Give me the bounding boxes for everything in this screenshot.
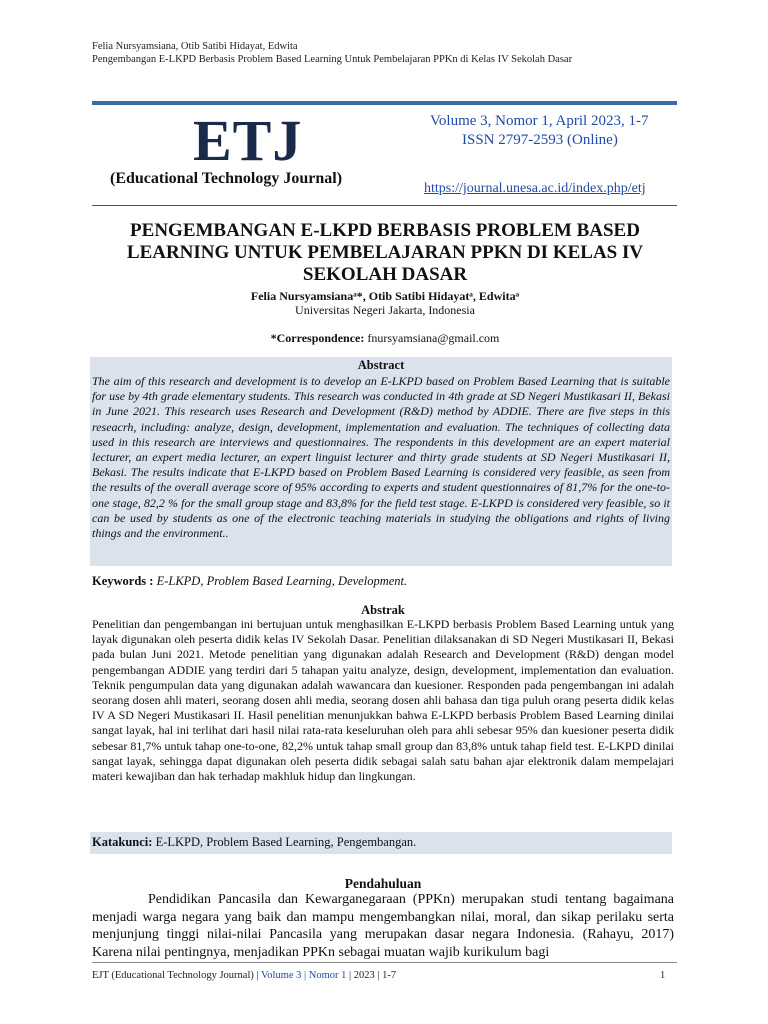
issn-info: ISSN 2797-2593 (Online) (462, 132, 618, 148)
keywords-en-values: E-LKPD, Problem Based Learning, Development. (156, 574, 408, 588)
masthead-top-rule (92, 101, 677, 105)
footer-sep-2: | (349, 970, 352, 981)
introduction-text: Pendidikan Pancasila dan Kewarganegaraan (PPKn) merupakan studi tentang bagaimana menjadi warga negara yang baik dan mampu mengembangkan nilai, moral, dan sikap perilaku serta menjunjung tinggi nilai-nilai Pancasila yang merupakan dasar negara Indonesia. (Rahayu, 2017) Karena nilai pentingnya, menjadikan PPKn sebagai muatan wajib kurikulum bagi (92, 892, 674, 960)
footer-sep-1: | (304, 970, 307, 981)
abstract-id-text: Penelitian dan pengembangan ini bertujuan untuk menghasilkan E-LKPD berbasis Problem Based Learning untuk yang layak digunakan oleh peserta didik kelas IV Sekolah Dasar. Penelitian dilaksanakan di SD Negeri Mustikasari II, Bekasi pada bulan Juni 2021. Metode penelitian yang digunakan adalah Research and Development (R&D) dengan model pengembangan ADDIE yang terdiri dari 5 tahapan yaitu analyze, design, development, implementation dan evaluation. Teknik pengumpulan data yang digunakan adalah wawancara dan kuesioner. Responden pada pengembangan ini adalah seorang dosen ahli materi, seorang dosen ahli media, seorang dosen ahli bahasa dan tiga puluh orang peserta didik kelas IV A SD Negeri Mustikasari II. Hasil penelitian menunjukkan bahwa E-LKPD berbasis Problem Based Learning dinilai sangat layak, hal ini terlihat dari hasil nilai rata-rata keseluruhan oleh para ahli sebesar 95% dan kuesioner peserta didik sebesar 81,7% untuk tahap one-to-one, 82,2% untuk tahap small group dan 83,8% untuk tahap field test. E-LKPD dinilai sangat layak, sehingga dapat digunakan oleh peserta didik sebagai salah satu bahan ajar elektronik dalam mempelajari materi kewajiban dan hak terhadap makhluk hidup dan lingkungan. (92, 617, 674, 784)
introduction-heading: Pendahuluan (344, 876, 422, 891)
keywords-id-box (90, 832, 672, 854)
keywords-id-values: E-LKPD, Problem Based Learning, Pengembangan. (155, 835, 417, 849)
keywords-id-label: Katakunci: (92, 835, 153, 849)
footer-sep-3: | (377, 970, 380, 981)
keywords-id (92, 835, 416, 850)
footer-issue: Nomor 1 (308, 970, 347, 981)
journal-url-link[interactable]: https://journal.unesa.ac.id/index.php/etj (424, 181, 646, 196)
abstract-en-heading: Abstract (357, 358, 405, 372)
footer-volume: Volume 3 (261, 970, 302, 981)
abstract-en-box (90, 357, 672, 566)
correspondence-label: *Correspondence: (270, 331, 365, 345)
journal-name: (Educational Technology Journal) (110, 170, 343, 187)
running-header-title: Pengembangan E-LKPD Berbasis Problem Based Learning Untuk Pembelajaran PPKn di Kelas IV Sekolah Dasar (92, 54, 573, 65)
correspondence-email-link[interactable]: fnursyamsiana@gmail.com (367, 331, 500, 345)
article-title: PENGEMBANGAN E-LKPD BERBASIS PROBLEM BASED LEARNING UNTUK PEMBELAJARAN PPKN DI KELAS IV SEKOLAH DASAR (126, 220, 644, 285)
volume-info: Volume 3, Nomor 1, April 2023, 1-7 (430, 113, 649, 129)
footer-info (92, 970, 396, 981)
keywords-en-label: Keywords : (92, 574, 154, 588)
correspondence-line (100, 331, 670, 346)
journal-logo: ETJ (193, 108, 303, 173)
article-authors: Felia Nursyamsianaᵃ*, Otib Satibi Hidayatᵃ, Edwitaᵃ (250, 289, 520, 303)
footer-pages: 1-7 (382, 970, 397, 981)
footer-rule (92, 962, 677, 963)
page-number: 1 (660, 970, 666, 981)
footer-year: 2023 (353, 970, 375, 981)
author-affiliation: Universitas Negeri Jakarta, Indonesia (295, 303, 475, 317)
footer-journal: EJT (Educational Technology Journal) | (92, 970, 259, 981)
abstract-id-heading: Abstrak (361, 603, 405, 617)
abstract-en-text: The aim of this research and development is to develop an E-LKPD based on Problem Based Learning that is suitable for use by 4th grade elementary students. This research was conducted in 4th grade at SD Negeri Mustikasari II, Bekasi in June 2021. This research uses Research and Development (R&D) method by ADDIE. There are five steps in this reseacrh, including: analyze, design, development, implementation and evaluation. The techniques of collecting data used in this research are interviews and questionnaires. The respondents in this development are an expert material lecturer, an expert media lecturer, an expert linguist lecturer and thirty grade students at SD Negeri Mustikasari II, Bekasi. The results indicate that E-LKPD based on Problem Based Learning is considered very feasible, as seen from the results of the overall average score of 95% according to experts and student questionnaires of 81,7% for the one-to-one stage, 82,2 % for the small group stage and 83,8% for the field test stage. E-LKPD is considered very feasible, so it can be used by students as one of the electronic teaching materials in studying the obligations and rights of living things and the environment.. (92, 374, 670, 541)
introduction-clip (0, 891, 768, 961)
masthead-bottom-rule (92, 205, 677, 206)
running-header-authors: Felia Nursyamsiana, Otib Satibi Hidayat, Edwita (92, 41, 298, 52)
keywords-en (92, 574, 407, 589)
